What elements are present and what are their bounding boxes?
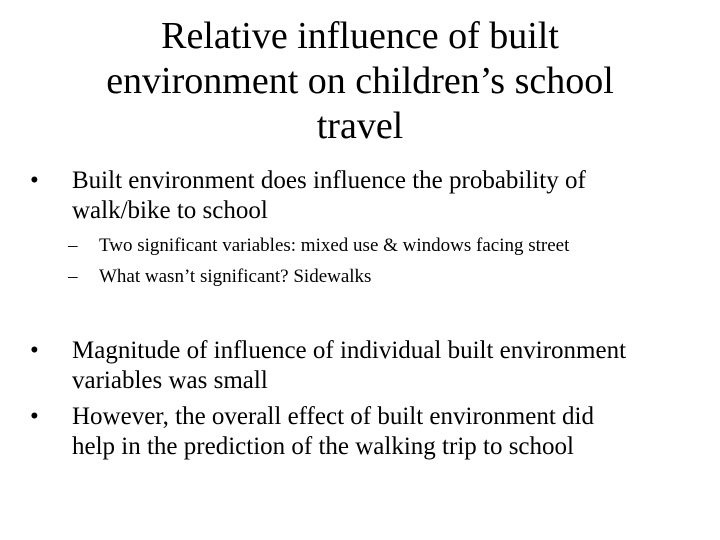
sub-bullet-text: Two significant variables: mixed use & windows facing street bbox=[99, 235, 570, 256]
bullet-line: variables was small bbox=[72, 367, 268, 394]
sub-bullet-mark: – bbox=[68, 266, 78, 287]
bullet-line: However, the overall effect of built environment did bbox=[72, 403, 594, 430]
bullet-text bbox=[72, 402, 594, 462]
bullet-line: Built environment does influence the probability of bbox=[72, 167, 586, 194]
bullet-text bbox=[72, 336, 626, 396]
sub-bullet-text: What wasn’t significant? Sidewalks bbox=[99, 266, 372, 287]
bullet-line: walk/bike to school bbox=[72, 197, 268, 224]
bullet-item bbox=[30, 402, 690, 462]
bullet-item bbox=[30, 166, 690, 226]
bullet-mark: • bbox=[30, 337, 39, 364]
sub-bullet-item bbox=[68, 231, 708, 261]
title-line: environment on children’s school bbox=[106, 60, 614, 102]
bullet-text bbox=[72, 166, 586, 226]
bullet-mark: • bbox=[30, 403, 39, 430]
title-line: travel bbox=[316, 105, 404, 147]
bullet-line: Magnitude of influence of individual built environment bbox=[72, 337, 627, 364]
title-line: Relative influence of built bbox=[161, 15, 559, 57]
bullet-line: help in the prediction of the walking trip to school bbox=[72, 433, 574, 460]
bullet-mark: • bbox=[30, 167, 39, 194]
sub-bullet-mark: – bbox=[68, 235, 78, 256]
bullet-item bbox=[30, 336, 690, 396]
sub-bullet-item bbox=[68, 262, 708, 292]
slide-title bbox=[60, 14, 660, 149]
